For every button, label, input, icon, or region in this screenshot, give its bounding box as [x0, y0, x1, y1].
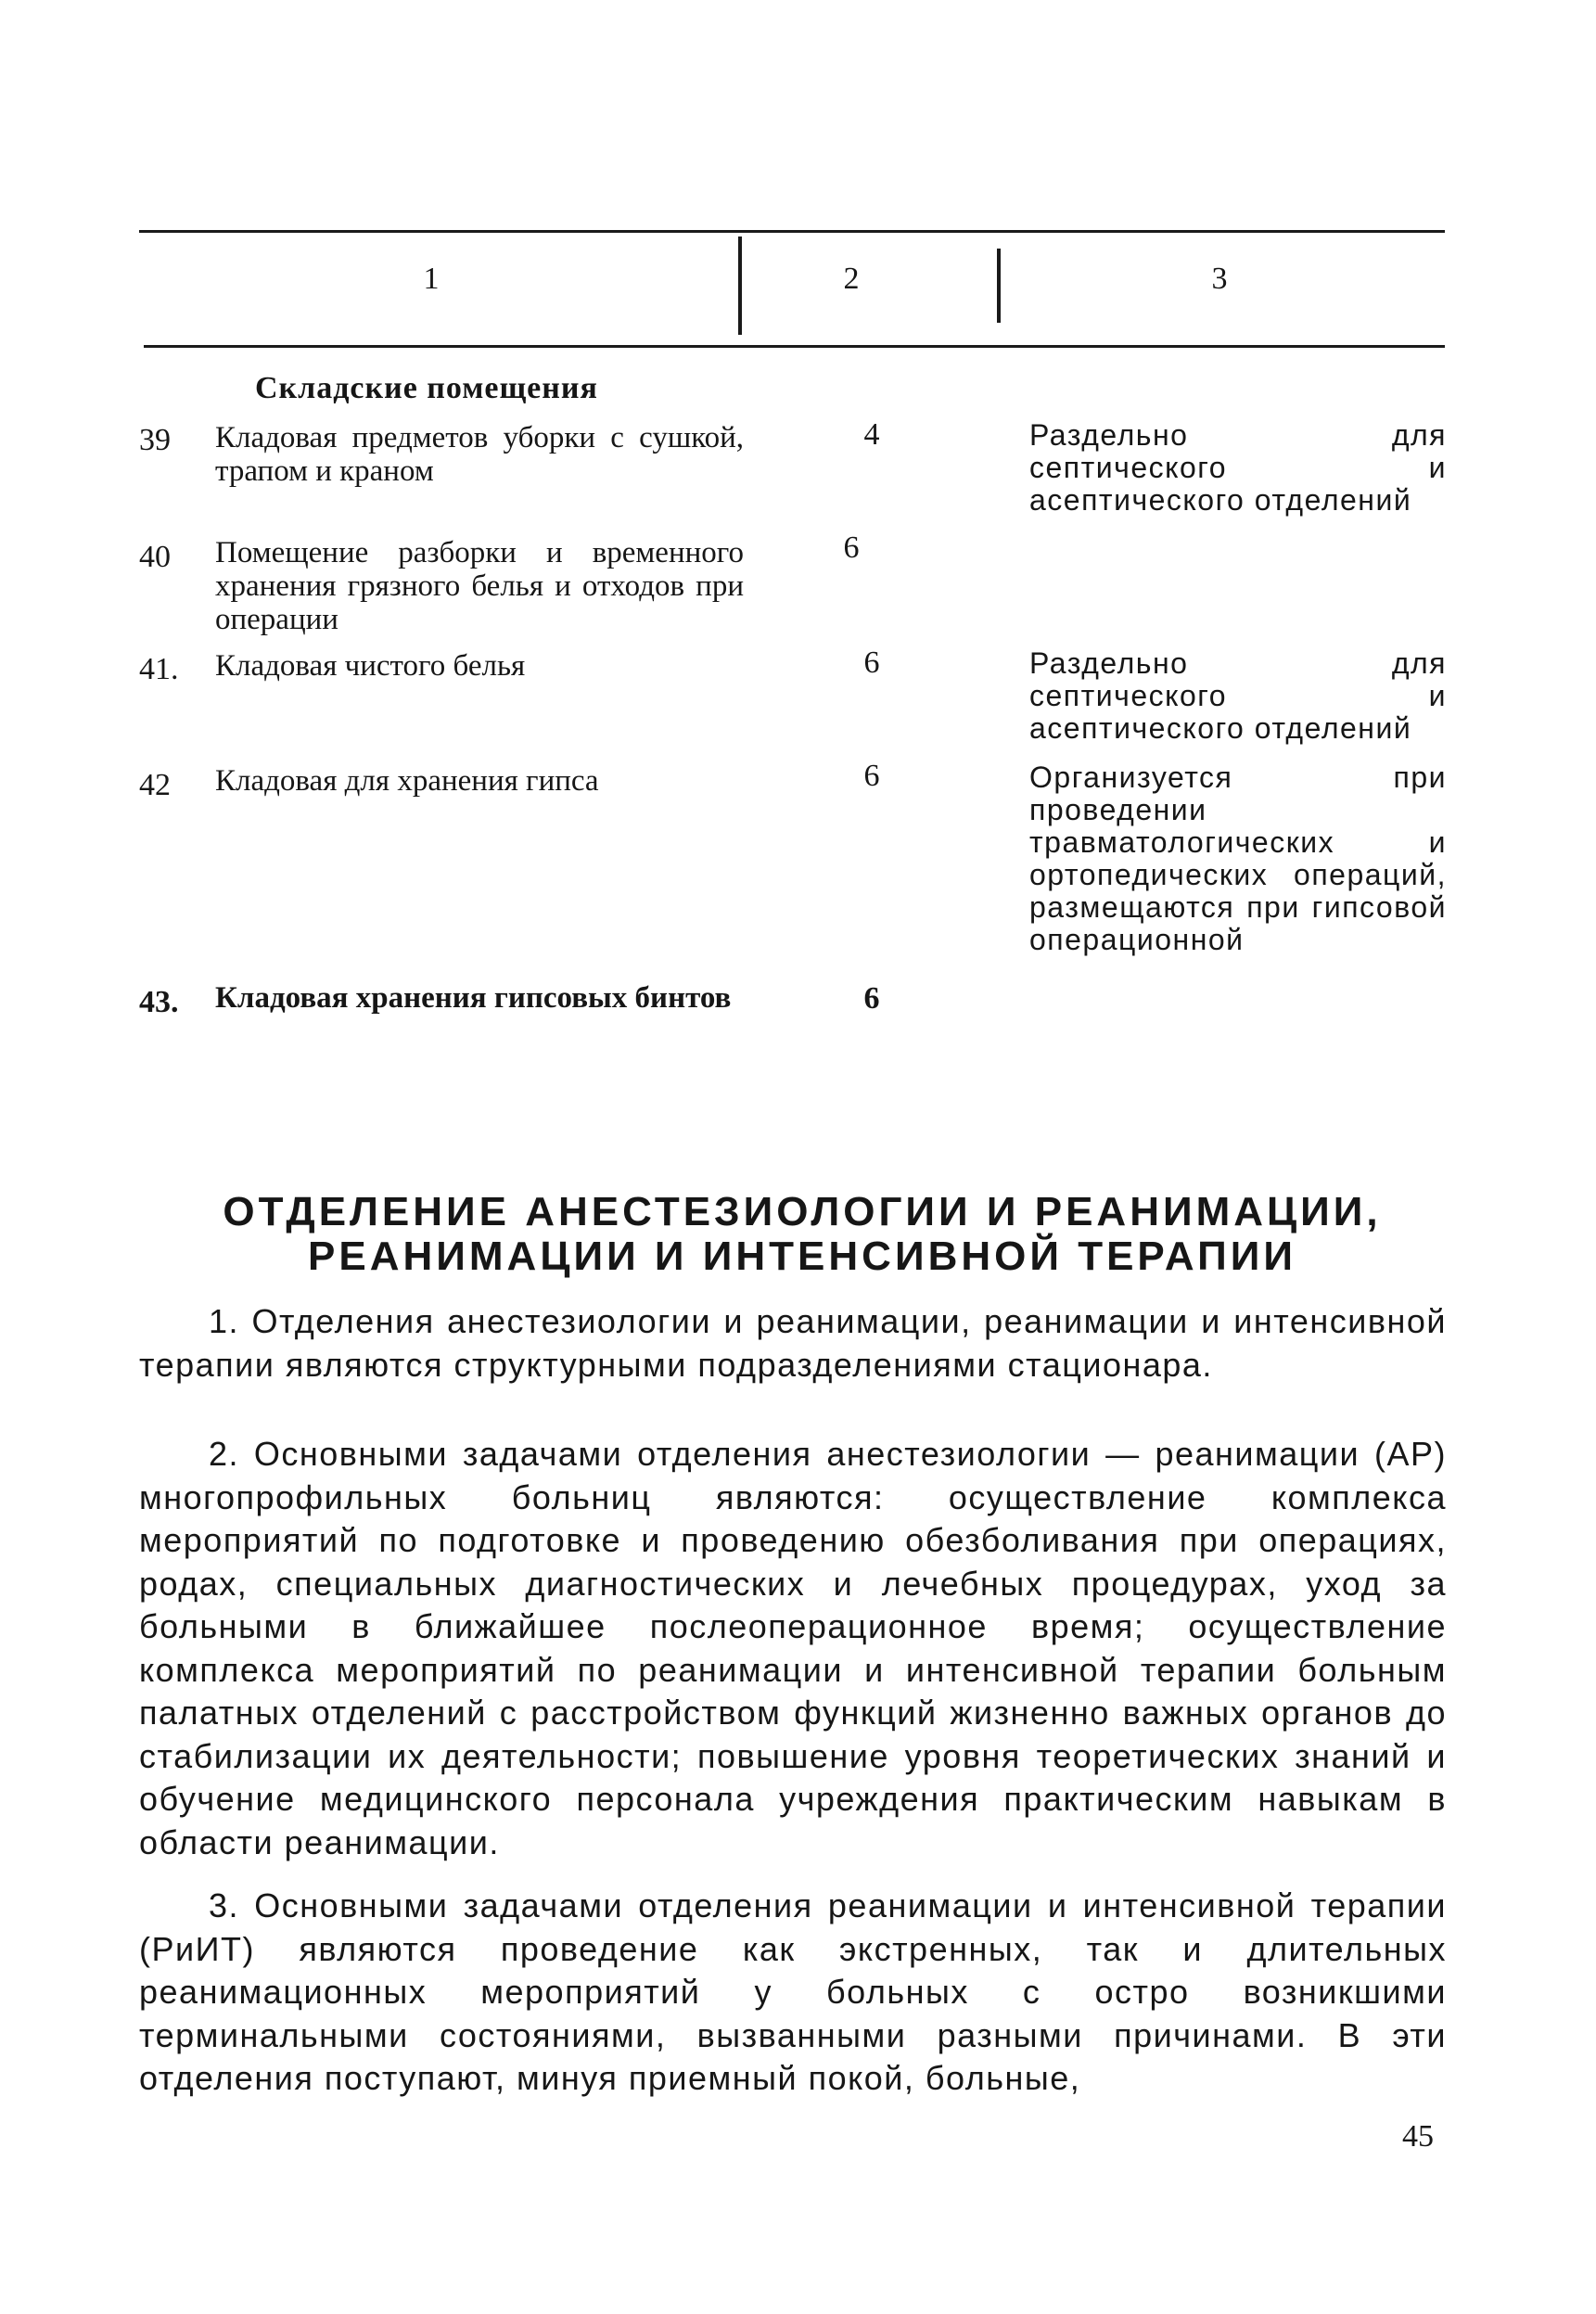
table-row-value: 6 [863, 981, 880, 1016]
table-row-name: Кладовая чистого белья [215, 649, 526, 683]
table-row-number: 43. [139, 985, 179, 1019]
table-row-name: Кладовая предметов уборки с сушкой, трапом и краном [215, 421, 744, 488]
table-row-value: 4 [863, 417, 880, 452]
table-row-number: 42 [139, 768, 171, 802]
table-row-value: 6 [863, 759, 880, 793]
table-row-value: 6 [843, 531, 860, 565]
section-heading-line-1: ОТДЕЛЕНИЕ АНЕСТЕЗИОЛОГИИ И РЕАНИМАЦИИ, [223, 1189, 1382, 1234]
table-section-title: Складские помещения [255, 371, 598, 405]
table-top-rule [139, 230, 1445, 233]
table-column-divider-2 [997, 249, 1001, 323]
page-number: 45 [1402, 2119, 1434, 2154]
table-row-number: 41. [139, 652, 179, 686]
table-row-number: 40 [139, 540, 171, 574]
table-column-divider-1 [738, 237, 742, 335]
table-row-note: Раздельно для септического и асептического отделений [1029, 646, 1447, 745]
table-header-bottom-rule [144, 345, 1445, 348]
table-column-header-1: 1 [423, 262, 440, 296]
body-paragraph-1: 1. Отделения анестезиологии и реанимации, реанимации и интенсивной терапии являются структурными подразделениями стационара. [139, 1302, 1447, 1384]
table-row-note: Раздельно для септического и асептического отделений [1029, 418, 1447, 517]
section-heading-line-2: РЕАНИМАЦИИ И ИНТЕНСИВНОЙ ТЕРАПИИ [308, 1234, 1296, 1279]
table-column-header-2: 2 [843, 262, 860, 296]
table-row-name: Кладовая для хранения гипса [215, 764, 599, 798]
table-row-number: 39 [139, 423, 171, 457]
table-row-name: Помещение разборки и временного хранения грязного белья и отходов при операции [215, 536, 744, 636]
table-row-value: 6 [863, 646, 880, 680]
body-paragraph-2: 2. Основными задачами отделения анестезиологии — реанимации (АР) многопрофильных больниц являются: осуществление комплекса мероприятий по подготовке и проведению обезболивания при операциях, родах, специальных диагностических и лечебных процедурах, уход за больными в ближайшее послеоперационное время; осуществление комплекса мероприятий по реанимации и интенсивной терапии больным палатных отделений с расстройством функций жизненно важных органов до стабилизации их деятельности; повышение уровня теоретических знаний и обучение медицинского персонала учреждения практическим навыкам в области реанимации. [139, 1435, 1447, 1861]
table-row-note: Организуется при проведении травматологических и ортопедических операций, размещаются при гипсовой операционной [1029, 761, 1447, 956]
table-column-header-3: 3 [1211, 262, 1228, 296]
table-row-name: Кладовая хранения гипсовых бинтов [215, 981, 732, 1015]
body-paragraph-3: 3. Основными задачами отделения реанимации и интенсивной терапии (РиИТ) являются проведение как экстренных, так и длительных реанимационных мероприятий у больных с остро возникшими терминальными состояниями, вызванными разными причинами. В эти отделения поступают, минуя приемный покой, больные, [139, 1886, 1447, 2097]
